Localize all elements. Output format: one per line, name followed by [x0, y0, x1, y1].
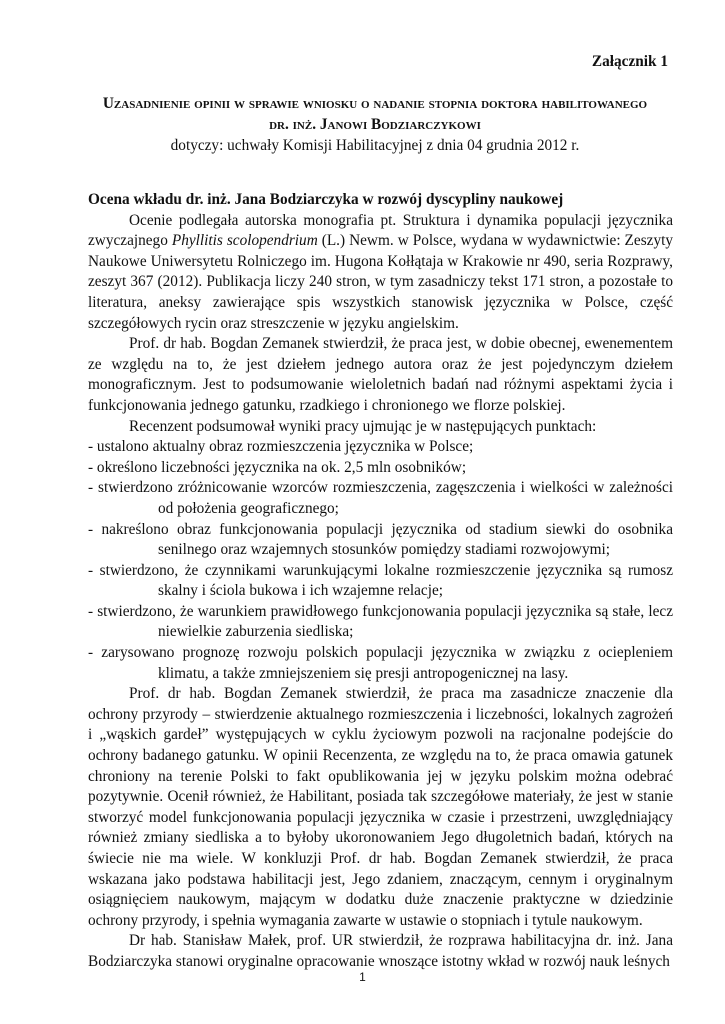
- bullet-item: - określono liczebności języcznika na ok. 2,5 mln osobników;: [88, 458, 467, 476]
- bullet-item: - ustalono aktualny obraz rozmieszczenia języcznika w Polsce;: [88, 438, 474, 456]
- bullet-item: - zarysowano prognozę rozwoju polskich populacji języcznika w związku z ociepleniem klimatu, a także zmniejszeniem się presji antropogenicznej na lasy.: [88, 644, 673, 682]
- title-subtitle: dotyczy: uchwały Komisji Habilitacyjnej z dnia 04 grudnia 2012 r.: [170, 137, 580, 154]
- title-line-2: dr. inż. Janowi Bodziarczykowi: [269, 116, 481, 133]
- paragraph-1-start: Ocenie podlegała autorska monografia pt. Struktura i dynamika populacji języcznika zwyczajnego: [88, 211, 673, 250]
- title-block: [88, 93, 662, 156]
- page-number: 1: [359, 970, 366, 984]
- paragraph-3: Recenzent podsumował wyniki pracy ujmując je w następujących punktach:: [129, 417, 597, 435]
- paragraph-4: Prof. dr hab. Bogdan Zemanek stwierdził, że praca ma zasadnicze znaczenie dla ochrony przyrody – stwierdzenie aktualnego rozmieszczenia i liczebności, lokalnych zagrożeń i „wąskich gardeł” występujących w cyklu życiowym pozwoli na racjonalne podejście do ochrony badanego gatunku. W opinii Recenzenta, ze względu na to, że praca omawia gatunek chroniony na terenie Polski to fakt opublikowania jej w języku polskim można odebrać pozytywnie. Ocenił również, że Habilitant, posiada tak szczegółowe materiały, że jest w stanie stworzyć model funkcjonowania populacji języcznika w czasie i przestrzeni, uwzględniający również zmiany siedliska a to byłoby ukoronowaniem Jego długoletnich badań, których na świecie nie ma wiele. W konkluzji Prof. dr hab. Bogdan Zemanek stwierdził, że praca wskazana jako podstawa habilitacji jest, Jego zdaniem, znaczącym, cennym i oryginalnym osiągnięciem naukowym, mającym w dodatku duże znaczenie praktyczne w dziedzinie ochrony przyrody, i spełnia wymagania zawarte w ustawie o stopniach i tytule naukowym.: [88, 685, 673, 929]
- paragraph-1: [88, 211, 673, 335]
- section-heading: Ocena wkładu dr. inż. Jana Bodziarczyka w rozwój dyscypliny naukowej: [88, 191, 564, 208]
- bullet-item: - stwierdzono zróżnicowanie wzorców rozmieszczenia, zagęszczenia i wielkości w zależności od położenia geograficznego;: [88, 479, 673, 517]
- bullet-item: - stwierdzono, że czynnikami warunkującymi lokalne rozmieszczenie języcznika są rumosz skalny i ściola bukowa i ich wzajemne relacje;: [88, 561, 673, 600]
- paragraph-1-end: (L.) Newm. w Polsce, wydana w wydawnictwie: Zeszyty Naukowe Uniwersytetu Rolniczego im. Hugona Kołłątaja w Krakowie nr 490, seria Rozprawy, zeszyt 367 (2012). Publikacja liczy 240 stron, w tym zasadniczy tekst 171 stron, a pozostałe to literatura, aneksy zawierające spis wszystkich stanowisk języcznika w Polsce, część szczegółowych rycin oraz streszczenie w języku angielskim.: [88, 232, 673, 332]
- paragraph-2: Prof. dr hab. Bogdan Zemanek stwierdził, że praca jest, w dobie obecnej, ewenementem ze względu na to, że jest dziełem jednego autora oraz że jest pojedynczym dziełem monograficznym. Jest to podsumowanie wieloletnich badań nad różnymi aspektami życia i funkcjonowania jednego gatunku, rzadkiego i chronionego we florze polskiej.: [88, 335, 673, 414]
- title-line-1: Uzasadnienie opinii w sprawie wniosku o nadanie stopnia doktora habilitowanego: [102, 95, 648, 112]
- body-text: [88, 190, 673, 973]
- bullet-item: - stwierdzono, że warunkiem prawidłowego funkcjonowania populacji języcznika są stałe, lecz niewielkie zaburzenia siedliska;: [88, 602, 673, 641]
- annex-label: Załącznik 1: [591, 53, 668, 70]
- paragraph-5: Dr hab. Stanisław Małek, prof. UR stwierdził, że rozprawa habilitacyjna dr. inż. Jana Bodziarczyka stanowi oryginalne opracowanie wnoszące istotny wkład w rozwój nauk leśnych: [88, 932, 673, 970]
- species-name: Phyllitis scolopendrium: [171, 232, 318, 250]
- bullet-item: - nakreślono obraz funkcjonowania populacji języcznika od stadium siewki do osobnika senilnego oraz wzajemnych stosunków pomiędzy stadiami rozwojowymi;: [88, 520, 673, 559]
